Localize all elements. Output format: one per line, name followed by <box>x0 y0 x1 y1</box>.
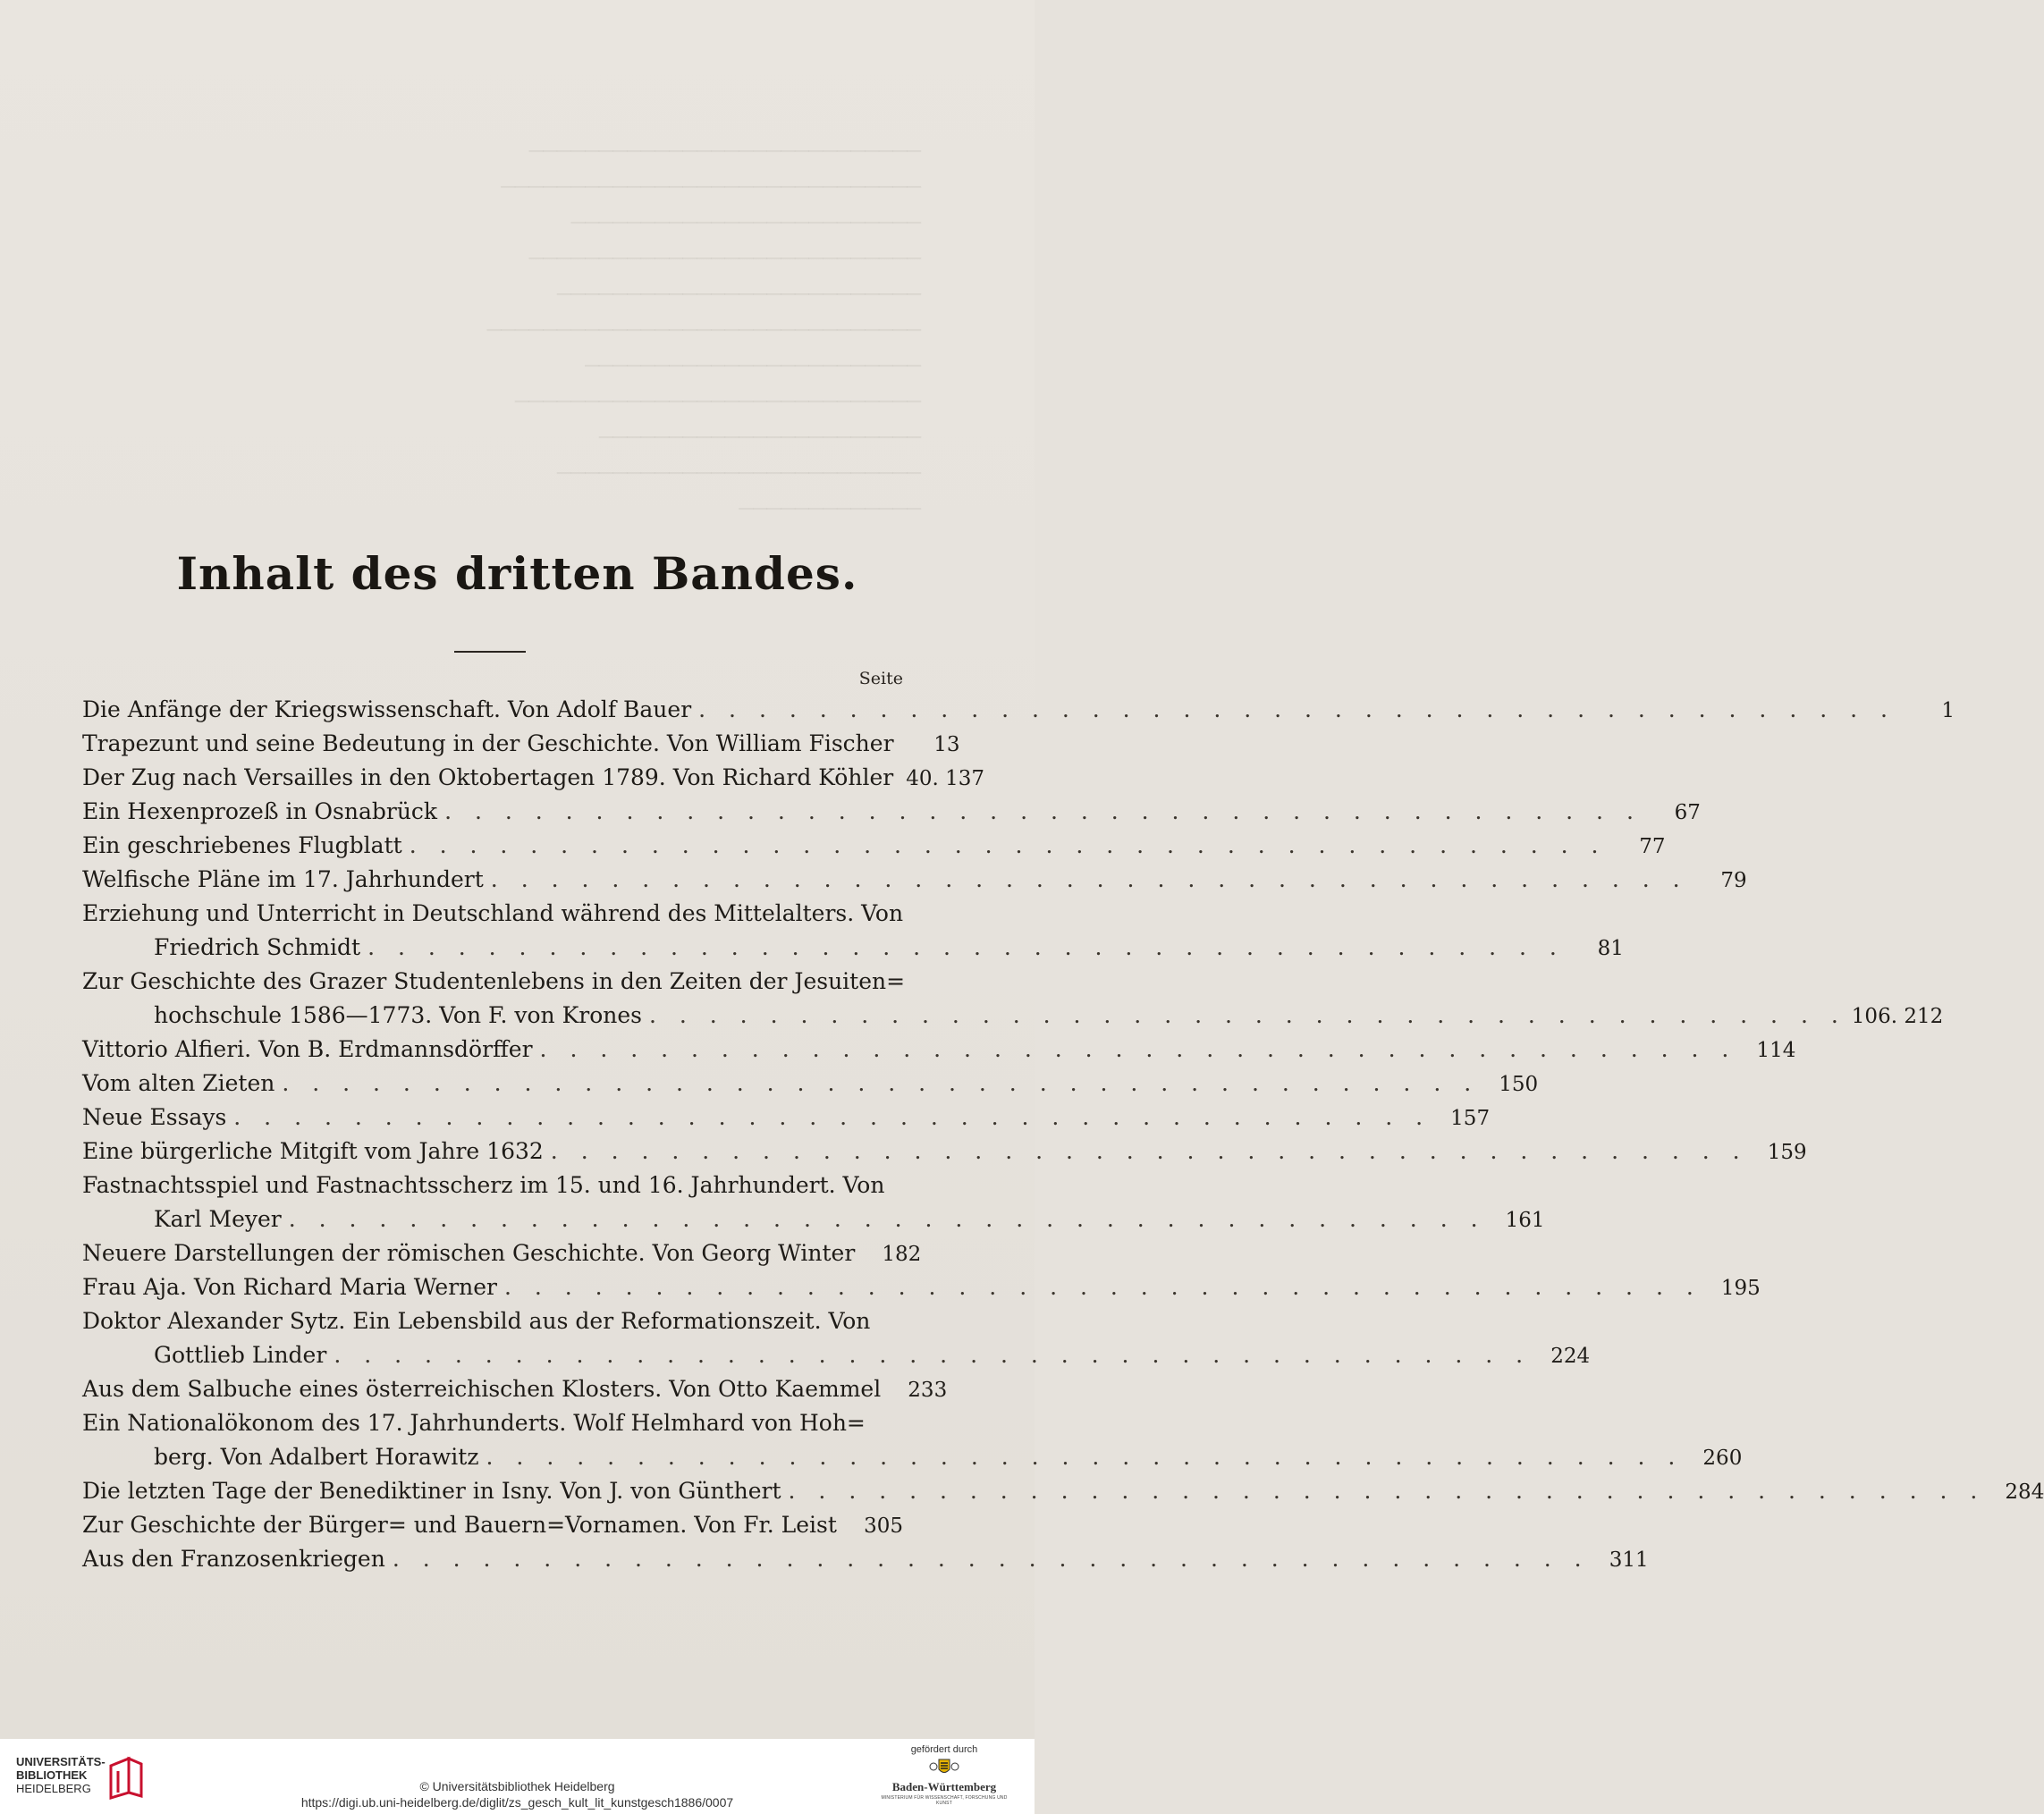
toc-entry-title: Zur Geschichte der Bürger= und Bauern=Vornamen. Von Fr. Leist <box>82 1512 837 1538</box>
leader-dots: . . . . . . . . . . . . . . . . . . . . . . . . . . . . . . . . . . . . . . . . <box>698 696 1896 722</box>
toc-entry-line <box>82 1338 1591 1372</box>
toc-entry-title: Erziehung und Unterricht in Deutschland während des Mittelalters. Von <box>82 900 904 926</box>
toc-entry-line <box>82 727 960 761</box>
leader-dots: . . . . . . . . . . . . . . . . . . . . . . . . . . . . . . . . . . . . . . . . <box>392 1546 1590 1572</box>
toc-page-number: 150 <box>1499 1073 1539 1096</box>
toc-page-number: 106. 212 <box>1851 1005 1944 1028</box>
toc-entry-title: Ein Nationalökonom des 17. Jahrhunderts. Wolf Helmhard von Hoh= <box>82 1410 866 1436</box>
leader-dots: . . . . . . . . . . . . . . . . . . . . . . . . . . . . . . . . . . . . . . . . <box>649 1002 1846 1028</box>
toc-entry[interactable] <box>82 897 1624 965</box>
toc-entry[interactable] <box>82 1304 1591 1372</box>
toc-page-number: 260 <box>1702 1447 1743 1470</box>
toc-page-number: 13 <box>933 733 960 756</box>
toc-entry-line <box>82 1033 1796 1067</box>
leader-dots: . . . . . . . . . . . . . . . . . . . . . . . . . . . . . . . . . . . . . . . . <box>539 1036 1737 1062</box>
toc-entry-line <box>82 1135 1807 1169</box>
permalink-url[interactable]: https://digi.ub.uni-heidelberg.de/diglit/zs_gesch_kult_lit_kunstgesch1886/0007 <box>300 1795 734 1810</box>
toc-entry-title: Aus den Franzosenkriegen <box>82 1546 385 1572</box>
toc-entry-title: Trapezunt und seine Bedeutung in der Geschichte. Von William Fischer <box>82 730 894 756</box>
toc-entry-line <box>82 1270 1761 1304</box>
leader-dots: . . . . . . . . . . . . . . . . . . . . . . . . . . . . . . . . . . . . . . . . <box>486 1444 1684 1470</box>
toc-entry-title: Der Zug nach Versailles in den Oktobertagen 1789. Von Richard Köhler <box>82 764 894 790</box>
toc-entry-line <box>82 1406 903 1440</box>
toc-entry-title: Ein Hexenprozeß in Osnabrück <box>82 798 438 824</box>
toc-entry[interactable] <box>82 1542 1649 1576</box>
leader-dots: . . . . . . . . . . . . . . . . . . . . . . . . . . . . . . . . . . . . . . . . <box>490 866 1688 892</box>
toc-entry[interactable] <box>82 727 960 761</box>
toc-entry-title: Eine bürgerliche Mitgift vom Jahre 1632 <box>82 1138 544 1164</box>
table-of-contents <box>82 693 2044 1576</box>
toc-entry-title: Die letzten Tage der Benediktiner in Isny. Von J. von Günthert <box>82 1478 781 1504</box>
toc-entry-line <box>82 1202 1545 1236</box>
toc-entry-title: Vom alten Zieten <box>82 1070 275 1096</box>
toc-page-number: 161 <box>1505 1209 1545 1232</box>
toc-entry-line <box>82 1474 2044 1508</box>
library-name-line2: BIBLIOTHEK <box>16 1768 88 1782</box>
toc-entry-line <box>82 1101 1491 1135</box>
page-column-label: Seite <box>858 669 903 688</box>
sponsor-ministry: MINISTERIUM FÜR WISSENSCHAFT, FORSCHUNG UND KUNST <box>881 1795 1008 1806</box>
toc-entry[interactable] <box>82 1406 1743 1474</box>
toc-entry-title: Ein geschriebenes Flugblatt <box>82 832 402 858</box>
toc-entry-line <box>82 999 1944 1033</box>
toc-entry-title: Gottlieb Linder <box>154 1342 327 1368</box>
leader-dots: . . . . . . . . . . . . . . . . . . . . . . . . . . . . . . . . . . . . . . . . <box>233 1104 1432 1130</box>
leader-dots: . . . . . . . . . . . . . . . . . . . . . . . . . . . . . . . . . . . . . . . . <box>409 832 1607 858</box>
leader-dots: . . . . . . . . . . . . . . . . . . . . . . . . . . . . . . . . . . . . . . . . <box>367 934 1565 960</box>
toc-page-number: 195 <box>1720 1277 1761 1300</box>
toc-entry-line <box>82 693 1955 727</box>
toc-entry[interactable] <box>82 1270 1761 1304</box>
toc-page-number: 233 <box>908 1379 948 1402</box>
toc-page-number: 182 <box>882 1243 922 1266</box>
toc-entry[interactable] <box>82 863 1747 897</box>
toc-entry-title: Neue Essays <box>82 1104 227 1130</box>
sponsor-name: Baden-Württemberg <box>891 1780 997 1793</box>
footer-bar <box>0 1739 1035 1814</box>
toc-entry-title: Vittorio Alfieri. Von B. Erdmannsdörffer <box>82 1036 533 1062</box>
toc-entry-title: Zur Geschichte des Grazer Studentenlebens in den Zeiten der Jesuiten= <box>82 968 906 994</box>
toc-entry[interactable] <box>82 1033 1796 1067</box>
toc-entry-line <box>82 795 1701 829</box>
toc-page-number: 114 <box>1756 1039 1796 1062</box>
toc-entry-line <box>82 897 903 931</box>
library-name-line1: UNIVERSITÄTS- <box>16 1755 106 1768</box>
leader-dots: . . . . . . . . . . . . . . . . . . . . . . . . . . . . . . . . . . . . . . . . <box>334 1342 1532 1368</box>
toc-entry-title: hochschule 1586—1773. Von F. von Krones <box>154 1002 642 1028</box>
toc-entry-title: Frau Aja. Von Richard Maria Werner <box>82 1274 497 1300</box>
toc-entry[interactable] <box>82 1101 1491 1135</box>
toc-page-number: 1 <box>1941 699 1955 722</box>
toc-entry-line <box>82 1236 922 1270</box>
toc-page-number: 67 <box>1674 801 1701 824</box>
toc-entry[interactable] <box>82 965 1944 1033</box>
toc-entry-line <box>82 1542 1649 1576</box>
toc-entry[interactable] <box>82 761 984 795</box>
toc-entry-line <box>82 863 1747 897</box>
leader-dots: . . . . . . . . . . . . . . . . . . . . . . . . . . . . . . . . . . . . . . . . <box>788 1478 1986 1504</box>
toc-entry-line <box>82 761 984 795</box>
library-name-line3: HEIDELBERG <box>16 1782 91 1795</box>
toc-entry-line <box>82 829 1666 863</box>
toc-entry-title: Neuere Darstellungen der römischen Geschichte. Von Georg Winter <box>82 1240 856 1266</box>
toc-entry[interactable] <box>82 1067 1539 1101</box>
toc-page-number: 159 <box>1767 1141 1807 1164</box>
toc-entry-line <box>82 1304 903 1338</box>
page-title: Inhalt des dritten Bandes. <box>176 547 858 600</box>
leader-dots: . . . . . . . . . . . . . . . . . . . . . . . . . . . . . . . . . . . . . . . . <box>504 1274 1702 1300</box>
toc-entry-line <box>82 1440 1743 1474</box>
toc-page-number: 81 <box>1597 937 1624 960</box>
toc-entry[interactable] <box>82 1508 903 1542</box>
baden-wuerttemberg-crest-icon <box>926 1757 962 1778</box>
toc-page-number: 79 <box>1720 869 1747 892</box>
leader-dots: . . . . . . . . . . . . . . . . . . . . . . . . . . . . . . . . . . . . . . . . <box>288 1206 1486 1232</box>
leader-dots: . . . . . . . . . . . . . . . . . . . . . . . . . . . . . . . . . . . . . . . . <box>444 798 1642 824</box>
toc-entry[interactable] <box>82 1135 1807 1169</box>
toc-entry-line <box>82 1067 1539 1101</box>
leader-dots: . . . . . . . . . . . . . . . . . . . . . . . . . . . . . . . . . . . . . . . . <box>550 1138 1748 1164</box>
toc-page-number: 40. 137 <box>906 767 984 790</box>
toc-entry-title: Die Anfänge der Kriegswissenschaft. Von Adolf Bauer <box>82 696 692 722</box>
toc-entry[interactable] <box>82 829 1666 863</box>
toc-entry[interactable] <box>82 1474 2044 1508</box>
toc-entry[interactable] <box>82 1169 1545 1236</box>
toc-entry[interactable] <box>82 1372 948 1406</box>
toc-entry-line <box>82 1508 903 1542</box>
toc-entry-line <box>82 931 1624 965</box>
toc-entry-title: Karl Meyer <box>154 1206 282 1232</box>
toc-page-number: 224 <box>1550 1345 1591 1368</box>
toc-entry-title: Aus dem Salbuche eines österreichischen Klosters. Von Otto Kaemmel <box>82 1376 882 1402</box>
toc-page-number: 311 <box>1609 1548 1649 1572</box>
title-rule <box>454 651 526 653</box>
toc-page-number: 157 <box>1450 1107 1491 1130</box>
toc-entry-title: Doktor Alexander Sytz. Ein Lebensbild aus der Reformationszeit. Von <box>82 1308 871 1334</box>
toc-entry-title: berg. Von Adalbert Horawitz <box>154 1444 479 1470</box>
toc-page-number: 77 <box>1639 835 1666 858</box>
toc-page-number: 305 <box>864 1514 903 1538</box>
toc-entry-line <box>82 1372 948 1406</box>
sponsor-label: gefördert durch <box>910 1744 978 1755</box>
toc-entry[interactable] <box>82 1236 922 1270</box>
sponsor-block[interactable] <box>877 1744 1011 1806</box>
show-through-texture: ──────────────────────────── ────────────────────────────── ───────────────────────── ──────────────────────────── ────────────────────────── ─────────────────────────────── ──────────────────────── ───────────────────────────── ─────────────────────── ────────────────────────── ───────────── <box>486 139 921 523</box>
leader-dots: . . . . . . . . . . . . . . . . . . . . . . . . . . . . . . . . . . . . . . . . <box>282 1070 1480 1096</box>
toc-page-number: 284 <box>2005 1481 2044 1504</box>
toc-entry[interactable] <box>82 795 1701 829</box>
toc-entry-title: Friedrich Schmidt <box>154 934 361 960</box>
toc-entry-line <box>82 1169 903 1202</box>
toc-entry-title: Welfische Pläne im 17. Jahrhundert <box>82 866 484 892</box>
toc-entry[interactable] <box>82 693 1955 727</box>
toc-entry-line <box>82 965 906 999</box>
toc-entry-title: Fastnachtsspiel und Fastnachtsscherz im 15. und 16. Jahrhundert. Von <box>82 1172 885 1198</box>
copyright-text: © Universitätsbibliothek Heidelberg <box>419 1779 615 1793</box>
